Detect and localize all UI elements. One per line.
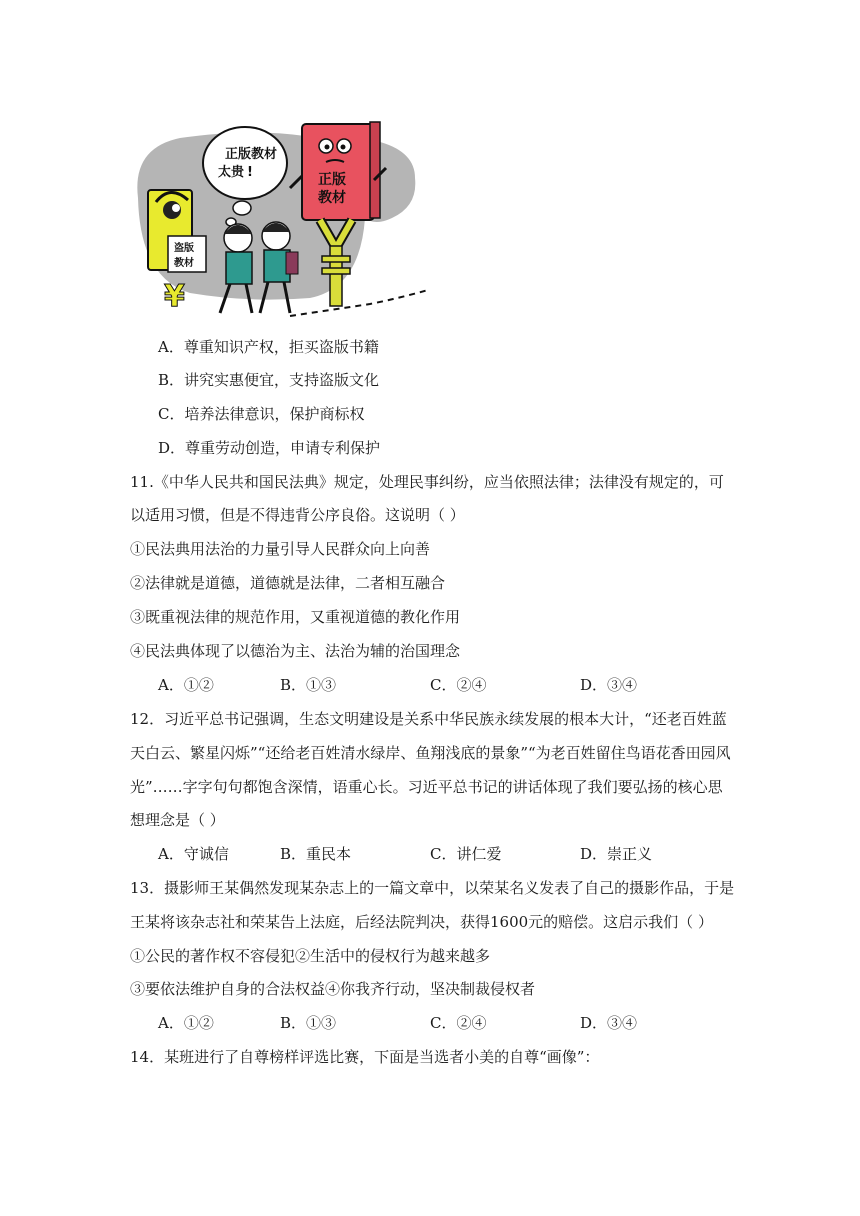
q12-stem-line-4: 想理念是（ ） (130, 811, 225, 829)
q13-option-b: B．①③ (280, 1014, 337, 1032)
q12-stem-line-1: 12．习近平总书记强调，生态文明建设是关系中华民族永续发展的根本大计，“还老百姓蓝 (130, 710, 727, 728)
q11-statement-1: ①民法典用法治的力量引导人民群众向上向善 (130, 540, 431, 558)
q13-statements-2: ③要依法维护自身的合法权益④你我齐行动，坚决制裁侵权者 (130, 980, 536, 998)
q11-option-a: A．①② (158, 676, 214, 694)
bubble-text-2: 太贵 (218, 165, 245, 180)
q13-option-d: D．③④ (580, 1014, 638, 1032)
q10-option-c: C．培养法律意识，保护商标权 (158, 405, 365, 423)
q14-stem-line-1: 14．某班进行了自尊榜样评选比赛，下面是当选者小美的自尊“画像”： (130, 1048, 600, 1066)
yellow-yen-stand: ¥ (164, 279, 185, 314)
q11-option-d: D．③④ (580, 676, 638, 694)
yellow-book-text-2: 教材 (174, 258, 194, 269)
q13-stem-line-1: 13．摄影师王某偶然发现某杂志上的一篇文章中，以荣某名义发表了自己的摄影作品，于是 (130, 879, 735, 897)
q13-option-c: C．②④ (430, 1014, 487, 1032)
red-book-text-1: 正版 (318, 172, 346, 188)
q13-option-a: A．①② (158, 1014, 214, 1032)
q11-statement-4: ④民法典体现了以德治为主、法治为辅的治国理念 (130, 642, 461, 660)
q11-option-b: B．①③ (280, 676, 337, 694)
q10-option-a: A．尊重知识产权，拒买盗版书籍 (158, 338, 379, 356)
cartoon-illustration (130, 118, 430, 323)
q12-option-a: A．守诚信 (158, 845, 229, 863)
q12-stem-line-3: 光”……字字句句都饱含深情，语重心长。习近平总书记的讲话体现了我们要弘扬的核心思 (130, 778, 723, 796)
q11-stem-line-1: 11.《中华人民共和国民法典》规定，处理民事纠纷，应当依照法律；法律没有规定的，可 (130, 473, 724, 491)
q11-statement-2: ②法律就是道德，道德就是法律，二者相互融合 (130, 574, 446, 592)
q11-statement-3: ③既重视法律的规范作用，又重视道德的教化作用 (130, 608, 461, 626)
q12-stem-line-2: 天白云、繁星闪烁”“还给老百姓清水绿岸、鱼翔浅底的景象”“为老百姓留住鸟语花香田园风 (130, 744, 731, 762)
q11-option-c: C．②④ (430, 676, 487, 694)
q12-option-b: B．重民本 (280, 845, 352, 863)
red-book-text-2: 教材 (318, 190, 346, 206)
bubble-text-1: 正版教材 (225, 147, 278, 162)
q12-option-d: D．崇正义 (580, 845, 653, 863)
q12-option-c: C．讲仁爱 (430, 845, 502, 863)
q10-option-d: D．尊重劳动创造，申请专利保护 (158, 439, 381, 457)
q10-option-b: B．讲究实惠便宜，支持盗版文化 (158, 371, 380, 389)
q13-stem-line-2: 王某将该杂志社和荣某告上法庭，后经法院判决，获得1600元的赔偿。这启示我们（ ） (130, 913, 713, 931)
q13-statements-1: ①公民的著作权不容侵犯②生活中的侵权行为越来越多 (130, 947, 491, 965)
bubble-exclaim: ! (247, 165, 253, 180)
yellow-book-text-1: 盗版 (174, 243, 194, 254)
thought-bubble (203, 127, 287, 199)
q11-stem-line-2: 以适用习惯，但是不得违背公序良俗。这说明（ ） (130, 506, 465, 524)
